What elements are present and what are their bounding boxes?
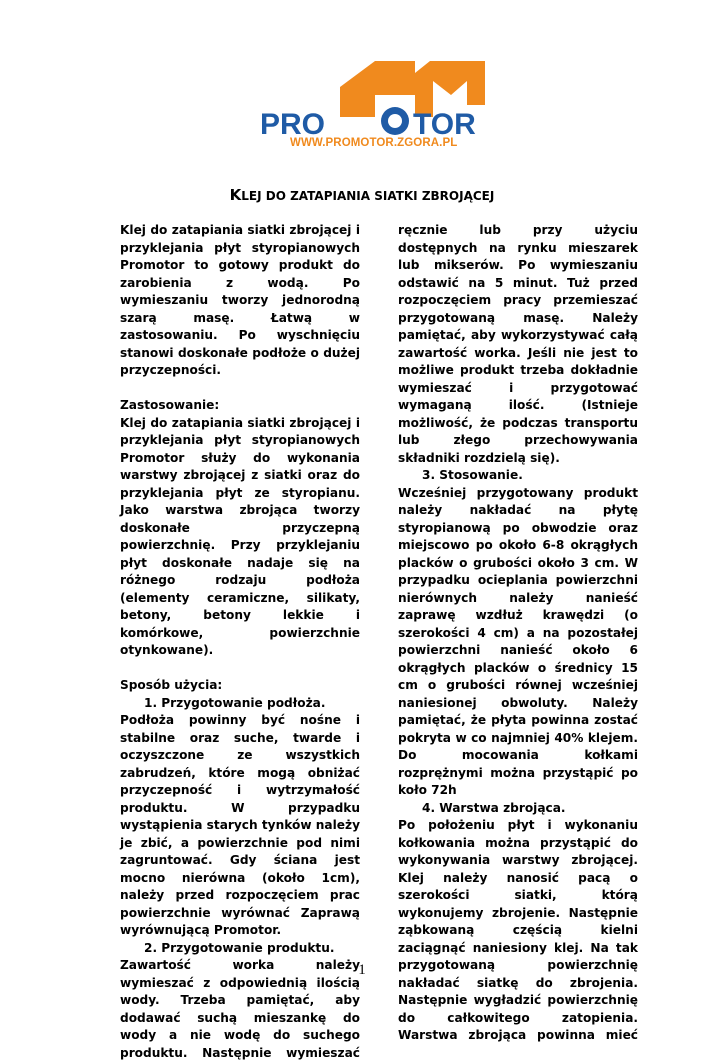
logo-o-hole [388, 114, 402, 128]
step-1-paragraph: Podłoża powinny być nośne i stabilne oraz suche, twarde i oczyszczone ze wszystkich zabrudzeń, które mogą obniżać przyczepność i wytrzymałość produktu. W przypadku wystąpienia starych tynków należy je zbić, a powierzchnie pod nimi zagruntować. Gdy ściana jest mocno nierówna (około 1cm), należy przed rozpoczęciem prac powierzchnie wyrównać Zaprawą wyrównującą Promotor. [120, 713, 360, 937]
right-column [398, 222, 638, 1045]
step-1-heading: 1. Przygotowanie podłoża. [144, 695, 326, 710]
zastosowanie-paragraph: Klej do zatapiania siatki zbrojącej i przyklejania płyt styropianowych Promotor służy do wykonania warstwy zbrojącej z siatki oraz do przyklejania płyt ze styropianu. Jako warstwa zbrojąca tworzy doskonałe przyczepną powierzchnię. Przy przyklejaniu płyt doskonałe nadaje się na różnego rodzaju podłoża (elementy ceramiczne, silikaty, betony, betony lekkie i komórkowe, powierzchnie otynkowane). [120, 415, 360, 657]
step-4-heading: 4. Warstwa zbrojąca. [422, 800, 566, 815]
title-rest: LEJ DO ZATAPIANIA SIATKI ZBROJĄCEJ [241, 189, 495, 203]
document-title [0, 186, 724, 204]
step-2-heading: 2. Przygotowanie produktu. [144, 940, 335, 955]
logo-text-tor: TOR [413, 108, 476, 141]
title-initial: K [229, 186, 242, 204]
step-3-paragraph: Wcześniej przygotowany produkt należy nakładać na płytę styropianową po obwodzie oraz miejscowo po około 6-8 okrągłych placków o grubości około 3 cm. W przypadku ocieplania powierzchni nierównych należy nanieść zaprawę wzdłuż krawędzi (o szerokości 4 cm) a na pozostałej powierzchni nanieść około 6 okrągłych placków o średnicy 15 cm o grubości równej wcześniej naniesionej obwoluty. Należy pamiętać, że płyta powinna zostać pokryta w co najmniej 40% klejem. Do mocowania kołkami rozprężnymi można przystąpić po koło 72h [398, 485, 638, 797]
sposob-heading: Sposób użycia: [120, 678, 223, 692]
step-4-paragraph: Po położeniu płyt i wykonaniu kołkowania można przystąpić do wykonywania warstwy zbrojącej. Klej należy nanosić pacą o szerokości siatki, którą wykonujemy zbrojenie. Następnie ząbkowaną częścią kielni zaciągnąć naniesiony klej. Na tak przygotowaną powierzchnię nakładać siatkę do zbrojenia. Następnie wygładzić powierzchnię do całkowitego zatopienia. Warstwa zbrojąca powinna mieć [398, 818, 638, 1042]
step-2-paragraph: Zawartość worka należy wymieszać z odpowiednią ilością wody. Trzeba pamiętać, aby dodawać suchą mieszankę do wody a nie wodę do suchego produktu. Następnie wymieszać [120, 958, 360, 1060]
step-3-heading: 3. Stosowanie. [422, 468, 523, 482]
intro-paragraph: Klej do zatapiania siatki zbrojącej i przyklejania płyt styropianowych Promotor to gotowy produkt do zarobienia z wodą. Po wymieszaniu tworzy jednorodną szarą masę. Łatwą w zastosowaniu. Po wyschnięciu stanowi doskonałe podłoże o dużej przyczepności. [120, 223, 360, 377]
left-column [120, 222, 360, 1062]
zastosowanie-heading: Zastosowanie: [120, 398, 220, 412]
page-number: 1 [358, 962, 366, 978]
logo-text-pro: PRO [260, 108, 326, 141]
website-url: WWW.PROMOTOR.ZGORA.PL [290, 137, 458, 149]
continued-paragraph: ręcznie lub przy użyciu dostępnych na rynku mieszarek lub mikserów. Po wymieszaniu odstawić na 5 minut. Tuż przed rozpoczęciem pracy przemieszać przygotowaną masę. Należy pamiętać, aby wykorzystywać całą zawartość worka. Jeśli nie jest to możliwe produkt trzeba dokładnie wymieszać i przygotować wymaganą ilość. (Istnieje możliwość, że podczas transportu lub złego przechowywania składniki rozdzielą się). [398, 223, 638, 465]
